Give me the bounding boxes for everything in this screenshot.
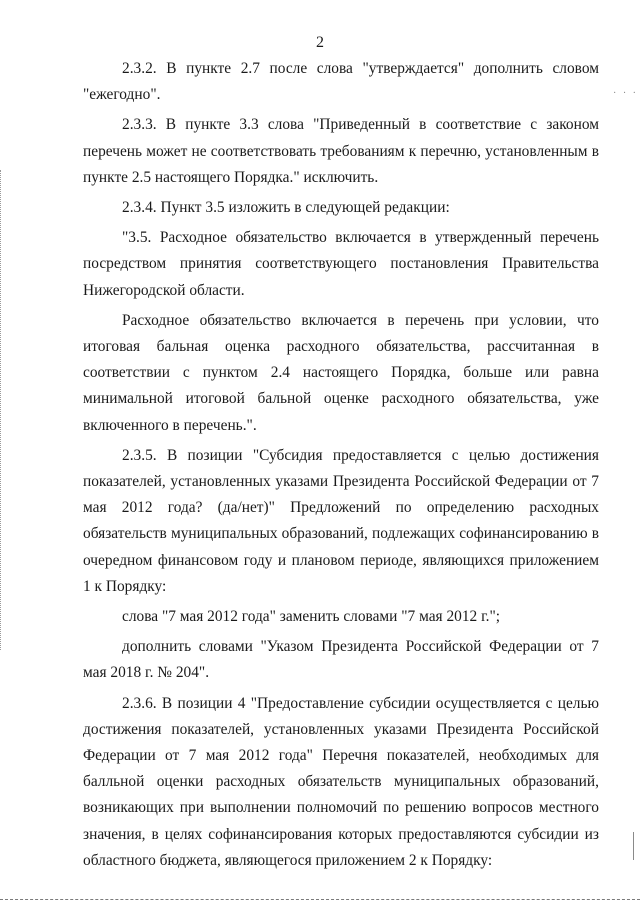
paragraph-2-3-5: 2.3.5. В позиции "Субсидия предоставляется с целью достижения показателей, установленных указами Президента Российской Федерации от 7 мая 2012 года? (да/нет)" Предложений по определению расходных обязательств муниципальных образований, подлежащих софинансированию в очередном финансовом году и плановом периоде, являющихся приложением 1 к Порядку: (83, 446, 599, 595)
paragraph-3-5-quote: "3.5. Расходное обязательство включается в утвержденный перечень посредством принятия соответствующего постановления Правительства Нижегородской области. (83, 229, 599, 299)
paragraph-3-5-condition: Расходное обязательство включается в перечень при условии, что итоговая бальная оценка расходного обязательства, рассчитанная в соответствии с пунктом 2.4 настоящего Порядка, больше или равна минимальной итоговой бальной оценке расходного обязательства, уже включенного в перечень.". (83, 311, 599, 434)
paragraph-2-3-2: 2.3.2. В пункте 2.7 после слова "утверждается" дополнить словом "ежегодно". (83, 60, 599, 104)
paragraph-2-3-4: 2.3.4. Пункт 3.5 изложить в следующей редакции: (122, 199, 450, 217)
paragraph-replace-words: слова "7 мая 2012 года" заменить словами "7 мая 2012 г."; (122, 608, 501, 626)
paragraph-2-3-6: 2.3.6. В позиции 4 "Предоставление субсидии осуществляется с целью достижения показателей, установленных указами Президента Российской Федерации от 7 мая 2012 года" Перечня показателей, необходимых для балльной оценки расходных обязательств муниципальных образований, возникающих при выполнении полномочий по решению вопросов местного значения, в целях софинансирования которых предоставляются субсидии из областного бюджета, являющегося приложением 2 к Порядку: (83, 694, 599, 869)
page-number: 2 (316, 34, 324, 51)
paragraph-2-3-3: 2.3.3. В пункте 3.3 слова "Приведенный в соответствие с законом перечень может не соответствовать требованиям к перечню, установленным в пункте 2.5 настоящего Порядка." исключить. (83, 116, 599, 186)
paragraph-add-words: дополнить словами "Указом Президента Российской Федерации от 7 мая 2018 г. № 204". (83, 638, 599, 682)
scan-corner-mark (633, 832, 634, 860)
scan-bottom-edge (0, 899, 640, 900)
scan-edge-left (0, 170, 4, 650)
scan-edge-right: · · · (613, 88, 638, 99)
document-body (83, 56, 599, 874)
